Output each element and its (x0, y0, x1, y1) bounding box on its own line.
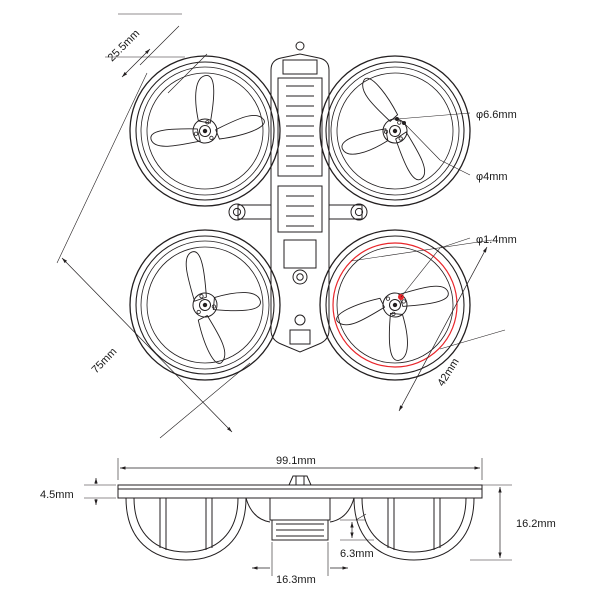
dim-battery-bay-width (252, 542, 348, 586)
dim-diagonal-wheelbase (57, 73, 250, 438)
dim-label-battery-bay-height: 6.3mm (340, 548, 374, 560)
dim-top-rim-thickness (40, 478, 116, 505)
top-view (57, 14, 517, 438)
dim-label-top-rim-thickness: 4.5mm (40, 489, 74, 501)
dim-label-hub-bore-small: φ1.4mm (476, 234, 517, 246)
dim-label-duct-wall-offset: 25.5mm (105, 27, 143, 65)
side-profile-outline (118, 476, 482, 560)
dim-label-hub-bore-large: φ6.6mm (476, 109, 517, 121)
dim-battery-bay-height (340, 520, 374, 560)
dim-label-battery-bay-width: 16.3mm (276, 574, 316, 586)
dim-label-diagonal-wheelbase: 75mm (89, 345, 120, 377)
duct-rear-left (130, 230, 280, 380)
dim-overall-height (470, 485, 556, 560)
side-view (40, 455, 556, 586)
duct-front-left (130, 56, 280, 206)
duct-front-right (320, 56, 470, 206)
dim-label-overall-width: 99.1mm (276, 455, 316, 467)
dim-label-overall-height: 16.2mm (516, 518, 556, 530)
duct-rear-right-highlighted (320, 230, 470, 380)
dim-duct-wall-offset (105, 14, 207, 93)
dim-prop-diameter (351, 240, 505, 411)
dim-label-hub-bore-medium: φ4mm (476, 171, 508, 183)
dim-label-prop-diameter: 42mm (435, 356, 462, 389)
